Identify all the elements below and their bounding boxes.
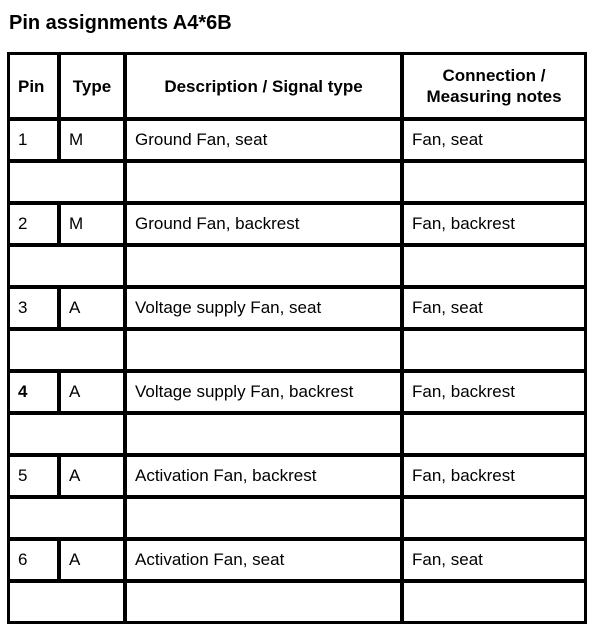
header-connection-line2: Measuring notes <box>426 87 562 106</box>
cell-description: Activation Fan, seat <box>127 541 404 583</box>
cell-connection: Fan, backrest <box>404 457 584 499</box>
page-title: Pin assignments A4*6B <box>9 12 232 34</box>
cell-connection: Fan, backrest <box>404 205 584 247</box>
cell-pin: 1 <box>10 121 61 163</box>
spacer-cell <box>404 583 584 621</box>
table-row <box>10 541 584 583</box>
cell-description: Voltage supply Fan, backrest <box>127 373 404 415</box>
table-row <box>10 373 584 415</box>
table-row-spacer <box>10 583 584 621</box>
table-row <box>10 205 584 247</box>
cell-connection: Fan, seat <box>404 541 584 583</box>
spacer-cell <box>10 163 127 205</box>
cell-type: M <box>61 205 127 247</box>
cell-connection: Fan, backrest <box>404 373 584 415</box>
spacer-cell <box>127 583 404 621</box>
table-row <box>10 289 584 331</box>
cell-pin: 3 <box>10 289 61 331</box>
spacer-cell <box>404 163 584 205</box>
spacer-cell <box>404 331 584 373</box>
table-row-spacer <box>10 247 584 289</box>
header-connection-line1: Connection / <box>442 66 546 85</box>
cell-type: A <box>61 289 127 331</box>
cell-type: A <box>61 457 127 499</box>
header-pin: Pin <box>10 55 61 121</box>
spacer-cell <box>127 415 404 457</box>
spacer-cell <box>404 499 584 541</box>
spacer-cell <box>127 331 404 373</box>
spacer-cell <box>404 247 584 289</box>
table-row-spacer <box>10 331 584 373</box>
cell-pin: 5 <box>10 457 61 499</box>
cell-description: Voltage supply Fan, seat <box>127 289 404 331</box>
cell-pin: 2 <box>10 205 61 247</box>
cell-pin: 6 <box>10 541 61 583</box>
cell-description: Ground Fan, backrest <box>127 205 404 247</box>
cell-type: A <box>61 541 127 583</box>
table-row-spacer <box>10 163 584 205</box>
table-row-spacer <box>10 499 584 541</box>
spacer-cell <box>404 415 584 457</box>
spacer-cell <box>10 583 127 621</box>
cell-type: M <box>61 121 127 163</box>
table-header-row <box>10 55 584 121</box>
header-type: Type <box>61 55 127 121</box>
spacer-cell <box>127 499 404 541</box>
table-row <box>10 457 584 499</box>
spacer-cell <box>127 247 404 289</box>
cell-description: Ground Fan, seat <box>127 121 404 163</box>
cell-connection: Fan, seat <box>404 121 584 163</box>
table-row-spacer <box>10 415 584 457</box>
cell-connection: Fan, seat <box>404 289 584 331</box>
spacer-cell <box>10 331 127 373</box>
header-connection <box>404 55 584 121</box>
spacer-cell <box>10 499 127 541</box>
cell-type: A <box>61 373 127 415</box>
header-description: Description / Signal type <box>127 55 404 121</box>
pin-assignment-table <box>7 52 587 624</box>
spacer-cell <box>10 247 127 289</box>
table-row <box>10 121 584 163</box>
spacer-cell <box>127 163 404 205</box>
spacer-cell <box>10 415 127 457</box>
cell-pin: 4 <box>10 373 61 415</box>
cell-description: Activation Fan, backrest <box>127 457 404 499</box>
